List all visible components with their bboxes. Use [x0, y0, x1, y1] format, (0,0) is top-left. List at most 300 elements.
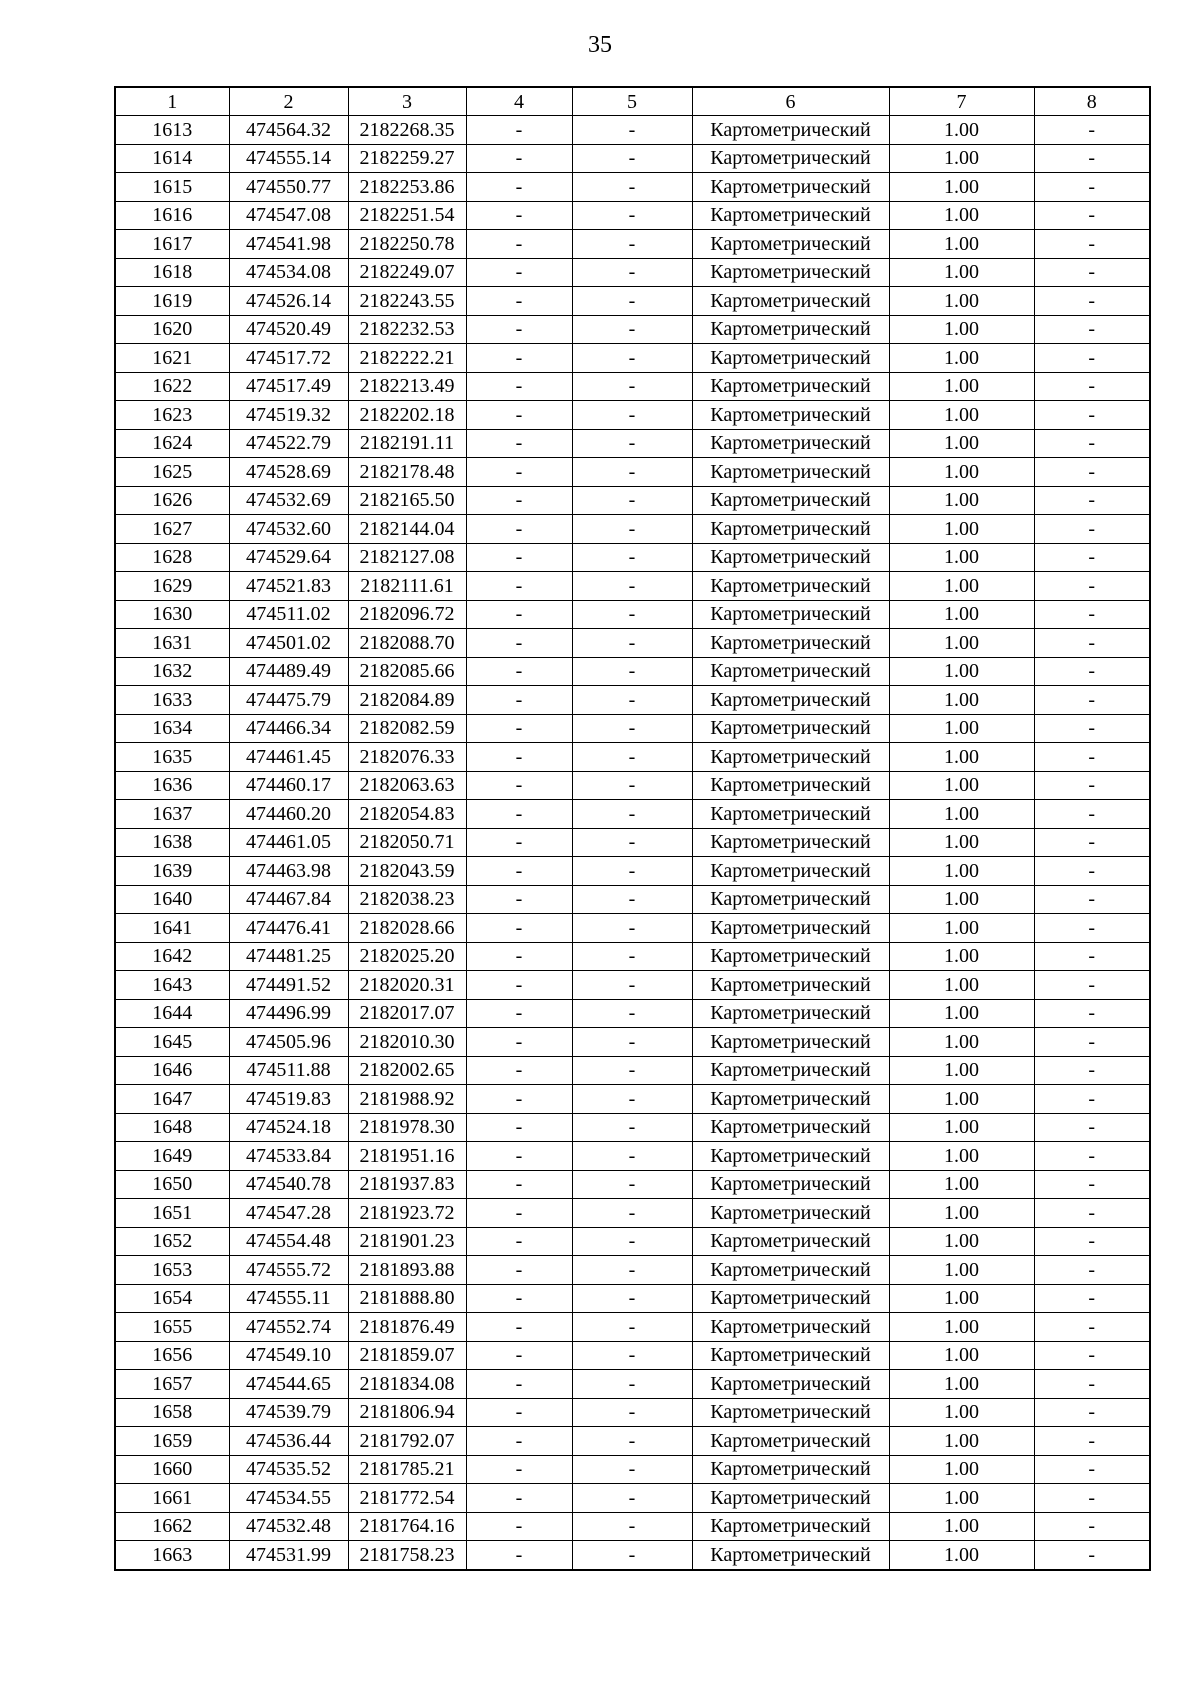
cell-y-coordinate: 2182251.54 [348, 201, 466, 230]
cell-col-4-value: - [466, 287, 572, 316]
cell-point-number: 1633 [115, 686, 229, 715]
cell-col-5-value: - [572, 1455, 692, 1484]
cell-x-coordinate: 474552.74 [229, 1313, 348, 1342]
cell-method: Картометрический [692, 315, 889, 344]
table-row [115, 344, 1150, 373]
cell-y-coordinate: 2182232.53 [348, 315, 466, 344]
cell-y-coordinate: 2181988.92 [348, 1085, 466, 1114]
cell-col-8-value: - [1034, 1512, 1150, 1541]
cell-col-4-value: - [466, 1341, 572, 1370]
cell-col-4-value: - [466, 486, 572, 515]
table-row [115, 1256, 1150, 1285]
cell-x-coordinate: 474540.78 [229, 1170, 348, 1199]
cell-accuracy: 1.00 [889, 230, 1034, 259]
cell-y-coordinate: 2182096.72 [348, 600, 466, 629]
table-row [115, 1512, 1150, 1541]
cell-method: Картометрический [692, 1113, 889, 1142]
cell-col-4-value: - [466, 258, 572, 287]
table-row [115, 572, 1150, 601]
cell-col-8-value: - [1034, 429, 1150, 458]
cell-col-8-value: - [1034, 1113, 1150, 1142]
cell-col-4-value: - [466, 771, 572, 800]
cell-method: Картометрический [692, 686, 889, 715]
table-row [115, 800, 1150, 829]
cell-x-coordinate: 474532.60 [229, 515, 348, 544]
cell-y-coordinate: 2182222.21 [348, 344, 466, 373]
cell-col-5-value: - [572, 657, 692, 686]
cell-y-coordinate: 2182054.83 [348, 800, 466, 829]
table-row [115, 1455, 1150, 1484]
cell-col-5-value: - [572, 1142, 692, 1171]
cell-x-coordinate: 474531.99 [229, 1541, 348, 1570]
cell-col-5-value: - [572, 800, 692, 829]
cell-y-coordinate: 2182088.70 [348, 629, 466, 658]
cell-col-8-value: - [1034, 1284, 1150, 1313]
cell-method: Картометрический [692, 629, 889, 658]
cell-accuracy: 1.00 [889, 258, 1034, 287]
cell-method: Картометрический [692, 714, 889, 743]
cell-col-4-value: - [466, 1170, 572, 1199]
cell-point-number: 1637 [115, 800, 229, 829]
cell-col-5-value: - [572, 885, 692, 914]
table-row [115, 116, 1150, 145]
cell-method: Картометрический [692, 1370, 889, 1399]
table-row [115, 1341, 1150, 1370]
cell-point-number: 1662 [115, 1512, 229, 1541]
coordinates-table [114, 86, 1151, 1571]
cell-method: Картометрический [692, 657, 889, 686]
cell-x-coordinate: 474521.83 [229, 572, 348, 601]
cell-accuracy: 1.00 [889, 657, 1034, 686]
cell-col-5-value: - [572, 1113, 692, 1142]
cell-method: Картометрический [692, 1284, 889, 1313]
cell-method: Картометрический [692, 1028, 889, 1057]
table-row [115, 999, 1150, 1028]
cell-accuracy: 1.00 [889, 743, 1034, 772]
cell-x-coordinate: 474461.05 [229, 828, 348, 857]
cell-col-8-value: - [1034, 942, 1150, 971]
cell-col-5-value: - [572, 743, 692, 772]
cell-x-coordinate: 474526.14 [229, 287, 348, 316]
cell-col-5-value: - [572, 344, 692, 373]
table-row [115, 1427, 1150, 1456]
cell-col-4-value: - [466, 942, 572, 971]
cell-x-coordinate: 474481.25 [229, 942, 348, 971]
cell-col-5-value: - [572, 230, 692, 259]
cell-col-4-value: - [466, 173, 572, 202]
cell-col-8-value: - [1034, 1170, 1150, 1199]
table-row [115, 714, 1150, 743]
cell-accuracy: 1.00 [889, 1284, 1034, 1313]
table-header-row [115, 87, 1150, 116]
cell-col-8-value: - [1034, 1085, 1150, 1114]
cell-y-coordinate: 2182084.89 [348, 686, 466, 715]
table-row [115, 1056, 1150, 1085]
cell-method: Картометрический [692, 543, 889, 572]
column-header-6: 6 [692, 87, 889, 116]
cell-col-4-value: - [466, 315, 572, 344]
cell-method: Картометрический [692, 885, 889, 914]
page-number: 35 [588, 32, 612, 58]
cell-col-5-value: - [572, 1170, 692, 1199]
cell-accuracy: 1.00 [889, 144, 1034, 173]
cell-col-8-value: - [1034, 771, 1150, 800]
cell-x-coordinate: 474522.79 [229, 429, 348, 458]
cell-col-8-value: - [1034, 1341, 1150, 1370]
cell-col-8-value: - [1034, 1056, 1150, 1085]
cell-col-5-value: - [572, 315, 692, 344]
cell-col-4-value: - [466, 1199, 572, 1228]
cell-accuracy: 1.00 [889, 999, 1034, 1028]
table-row [115, 230, 1150, 259]
cell-point-number: 1621 [115, 344, 229, 373]
cell-x-coordinate: 474460.17 [229, 771, 348, 800]
cell-col-8-value: - [1034, 1028, 1150, 1057]
cell-y-coordinate: 2181876.49 [348, 1313, 466, 1342]
cell-col-4-value: - [466, 657, 572, 686]
cell-y-coordinate: 2182063.63 [348, 771, 466, 800]
cell-point-number: 1623 [115, 401, 229, 430]
cell-x-coordinate: 474536.44 [229, 1427, 348, 1456]
cell-x-coordinate: 474466.34 [229, 714, 348, 743]
cell-col-4-value: - [466, 1484, 572, 1513]
cell-x-coordinate: 474532.48 [229, 1512, 348, 1541]
cell-col-8-value: - [1034, 600, 1150, 629]
cell-point-number: 1642 [115, 942, 229, 971]
cell-col-8-value: - [1034, 230, 1150, 259]
cell-x-coordinate: 474534.08 [229, 258, 348, 287]
cell-col-8-value: - [1034, 999, 1150, 1028]
cell-col-5-value: - [572, 543, 692, 572]
cell-col-5-value: - [572, 714, 692, 743]
cell-accuracy: 1.00 [889, 287, 1034, 316]
cell-col-8-value: - [1034, 1142, 1150, 1171]
table-row [115, 515, 1150, 544]
cell-y-coordinate: 2182165.50 [348, 486, 466, 515]
cell-col-4-value: - [466, 144, 572, 173]
cell-col-5-value: - [572, 942, 692, 971]
cell-method: Картометрический [692, 515, 889, 544]
cell-col-8-value: - [1034, 173, 1150, 202]
cell-point-number: 1654 [115, 1284, 229, 1313]
cell-y-coordinate: 2182127.08 [348, 543, 466, 572]
cell-point-number: 1631 [115, 629, 229, 658]
cell-x-coordinate: 474524.18 [229, 1113, 348, 1142]
cell-col-5-value: - [572, 1484, 692, 1513]
table-row [115, 828, 1150, 857]
cell-point-number: 1652 [115, 1227, 229, 1256]
cell-x-coordinate: 474496.99 [229, 999, 348, 1028]
cell-col-8-value: - [1034, 486, 1150, 515]
cell-col-8-value: - [1034, 515, 1150, 544]
cell-col-4-value: - [466, 543, 572, 572]
cell-accuracy: 1.00 [889, 771, 1034, 800]
cell-x-coordinate: 474547.28 [229, 1199, 348, 1228]
cell-col-5-value: - [572, 173, 692, 202]
cell-y-coordinate: 2182076.33 [348, 743, 466, 772]
cell-point-number: 1661 [115, 1484, 229, 1513]
cell-col-5-value: - [572, 686, 692, 715]
cell-col-5-value: - [572, 144, 692, 173]
cell-accuracy: 1.00 [889, 201, 1034, 230]
cell-accuracy: 1.00 [889, 1541, 1034, 1570]
cell-col-8-value: - [1034, 1227, 1150, 1256]
cell-method: Картометрический [692, 1142, 889, 1171]
cell-method: Картометрический [692, 1398, 889, 1427]
table-row [115, 857, 1150, 886]
table-row [115, 1227, 1150, 1256]
cell-accuracy: 1.00 [889, 1341, 1034, 1370]
cell-col-4-value: - [466, 1541, 572, 1570]
cell-y-coordinate: 2181764.16 [348, 1512, 466, 1541]
cell-col-4-value: - [466, 458, 572, 487]
cell-col-8-value: - [1034, 1455, 1150, 1484]
table-row [115, 1028, 1150, 1057]
cell-method: Картометрический [692, 401, 889, 430]
cell-point-number: 1645 [115, 1028, 229, 1057]
cell-y-coordinate: 2181893.88 [348, 1256, 466, 1285]
cell-col-5-value: - [572, 1085, 692, 1114]
cell-y-coordinate: 2181792.07 [348, 1427, 466, 1456]
cell-col-4-value: - [466, 999, 572, 1028]
cell-col-4-value: - [466, 714, 572, 743]
cell-x-coordinate: 474544.65 [229, 1370, 348, 1399]
cell-col-5-value: - [572, 1370, 692, 1399]
cell-col-5-value: - [572, 201, 692, 230]
cell-col-4-value: - [466, 1284, 572, 1313]
cell-col-4-value: - [466, 1455, 572, 1484]
cell-point-number: 1617 [115, 230, 229, 259]
cell-col-4-value: - [466, 1113, 572, 1142]
cell-x-coordinate: 474520.49 [229, 315, 348, 344]
cell-y-coordinate: 2182213.49 [348, 372, 466, 401]
cell-col-5-value: - [572, 1541, 692, 1570]
table-row [115, 1113, 1150, 1142]
cell-col-4-value: - [466, 116, 572, 145]
cell-col-8-value: - [1034, 344, 1150, 373]
column-header-1: 1 [115, 87, 229, 116]
cell-point-number: 1625 [115, 458, 229, 487]
cell-col-8-value: - [1034, 401, 1150, 430]
cell-y-coordinate: 2182002.65 [348, 1056, 466, 1085]
cell-method: Картометрический [692, 1170, 889, 1199]
cell-point-number: 1630 [115, 600, 229, 629]
table-row [115, 401, 1150, 430]
cell-y-coordinate: 2181758.23 [348, 1541, 466, 1570]
cell-col-4-value: - [466, 1085, 572, 1114]
cell-col-4-value: - [466, 800, 572, 829]
cell-col-5-value: - [572, 486, 692, 515]
cell-x-coordinate: 474505.96 [229, 1028, 348, 1057]
cell-point-number: 1635 [115, 743, 229, 772]
cell-y-coordinate: 2182017.07 [348, 999, 466, 1028]
cell-method: Картометрический [692, 914, 889, 943]
cell-x-coordinate: 474555.11 [229, 1284, 348, 1313]
cell-point-number: 1628 [115, 543, 229, 572]
cell-x-coordinate: 474519.83 [229, 1085, 348, 1114]
cell-col-8-value: - [1034, 1484, 1150, 1513]
cell-accuracy: 1.00 [889, 1028, 1034, 1057]
cell-point-number: 1660 [115, 1455, 229, 1484]
cell-point-number: 1619 [115, 287, 229, 316]
cell-accuracy: 1.00 [889, 800, 1034, 829]
cell-accuracy: 1.00 [889, 401, 1034, 430]
cell-accuracy: 1.00 [889, 1142, 1034, 1171]
cell-col-4-value: - [466, 1398, 572, 1427]
cell-col-8-value: - [1034, 914, 1150, 943]
cell-col-4-value: - [466, 344, 572, 373]
cell-x-coordinate: 474564.32 [229, 116, 348, 145]
cell-accuracy: 1.00 [889, 486, 1034, 515]
cell-col-5-value: - [572, 401, 692, 430]
cell-accuracy: 1.00 [889, 857, 1034, 886]
column-header-2: 2 [229, 87, 348, 116]
cell-col-8-value: - [1034, 315, 1150, 344]
cell-col-5-value: - [572, 258, 692, 287]
cell-accuracy: 1.00 [889, 315, 1034, 344]
cell-y-coordinate: 2182250.78 [348, 230, 466, 259]
cell-col-5-value: - [572, 1341, 692, 1370]
column-header-4: 4 [466, 87, 572, 116]
cell-y-coordinate: 2181901.23 [348, 1227, 466, 1256]
cell-x-coordinate: 474550.77 [229, 173, 348, 202]
cell-y-coordinate: 2182191.11 [348, 429, 466, 458]
cell-accuracy: 1.00 [889, 1256, 1034, 1285]
cell-col-8-value: - [1034, 714, 1150, 743]
cell-col-4-value: - [466, 572, 572, 601]
cell-col-8-value: - [1034, 800, 1150, 829]
cell-x-coordinate: 474554.48 [229, 1227, 348, 1256]
cell-x-coordinate: 474529.64 [229, 543, 348, 572]
cell-x-coordinate: 474476.41 [229, 914, 348, 943]
cell-point-number: 1659 [115, 1427, 229, 1456]
cell-col-8-value: - [1034, 572, 1150, 601]
cell-col-4-value: - [466, 600, 572, 629]
cell-point-number: 1646 [115, 1056, 229, 1085]
cell-point-number: 1648 [115, 1113, 229, 1142]
table-row [115, 771, 1150, 800]
cell-col-5-value: - [572, 1313, 692, 1342]
cell-col-8-value: - [1034, 657, 1150, 686]
cell-y-coordinate: 2181859.07 [348, 1341, 466, 1370]
table-row [115, 1398, 1150, 1427]
table-row [115, 600, 1150, 629]
cell-method: Картометрический [692, 971, 889, 1000]
cell-point-number: 1651 [115, 1199, 229, 1228]
cell-method: Картометрический [692, 942, 889, 971]
cell-col-8-value: - [1034, 1398, 1150, 1427]
cell-y-coordinate: 2182243.55 [348, 287, 466, 316]
cell-accuracy: 1.00 [889, 942, 1034, 971]
table-row [115, 743, 1150, 772]
cell-col-5-value: - [572, 999, 692, 1028]
cell-method: Картометрический [692, 857, 889, 886]
table-row [115, 1541, 1150, 1570]
cell-point-number: 1663 [115, 1541, 229, 1570]
table-row [115, 144, 1150, 173]
cell-col-4-value: - [466, 1256, 572, 1285]
cell-y-coordinate: 2181772.54 [348, 1484, 466, 1513]
cell-method: Картометрический [692, 828, 889, 857]
cell-col-8-value: - [1034, 144, 1150, 173]
cell-col-5-value: - [572, 1227, 692, 1256]
cell-col-5-value: - [572, 1284, 692, 1313]
cell-x-coordinate: 474501.02 [229, 629, 348, 658]
cell-accuracy: 1.00 [889, 914, 1034, 943]
cell-method: Картометрический [692, 572, 889, 601]
cell-col-8-value: - [1034, 1199, 1150, 1228]
table-row [115, 543, 1150, 572]
cell-method: Картометрический [692, 458, 889, 487]
cell-y-coordinate: 2182259.27 [348, 144, 466, 173]
table-row [115, 173, 1150, 202]
cell-method: Картометрический [692, 1427, 889, 1456]
table-row [115, 287, 1150, 316]
cell-method: Картометрический [692, 344, 889, 373]
cell-method: Картометрический [692, 600, 889, 629]
cell-accuracy: 1.00 [889, 1313, 1034, 1342]
cell-col-5-value: - [572, 1199, 692, 1228]
cell-accuracy: 1.00 [889, 1227, 1034, 1256]
cell-point-number: 1613 [115, 116, 229, 145]
cell-method: Картометрический [692, 771, 889, 800]
cell-col-5-value: - [572, 600, 692, 629]
cell-x-coordinate: 474532.69 [229, 486, 348, 515]
cell-x-coordinate: 474467.84 [229, 885, 348, 914]
cell-x-coordinate: 474547.08 [229, 201, 348, 230]
cell-col-8-value: - [1034, 971, 1150, 1000]
cell-accuracy: 1.00 [889, 885, 1034, 914]
cell-col-8-value: - [1034, 1427, 1150, 1456]
cell-y-coordinate: 2182111.61 [348, 572, 466, 601]
cell-col-5-value: - [572, 1427, 692, 1456]
cell-y-coordinate: 2182082.59 [348, 714, 466, 743]
cell-x-coordinate: 474460.20 [229, 800, 348, 829]
cell-col-4-value: - [466, 1056, 572, 1085]
cell-accuracy: 1.00 [889, 828, 1034, 857]
cell-method: Картометрический [692, 1455, 889, 1484]
cell-point-number: 1638 [115, 828, 229, 857]
cell-col-8-value: - [1034, 258, 1150, 287]
cell-point-number: 1655 [115, 1313, 229, 1342]
cell-y-coordinate: 2181785.21 [348, 1455, 466, 1484]
cell-col-5-value: - [572, 771, 692, 800]
cell-x-coordinate: 474555.72 [229, 1256, 348, 1285]
cell-accuracy: 1.00 [889, 686, 1034, 715]
cell-col-8-value: - [1034, 287, 1150, 316]
cell-col-5-value: - [572, 287, 692, 316]
cell-col-4-value: - [466, 372, 572, 401]
cell-accuracy: 1.00 [889, 1484, 1034, 1513]
cell-point-number: 1641 [115, 914, 229, 943]
cell-point-number: 1649 [115, 1142, 229, 1171]
cell-x-coordinate: 474539.79 [229, 1398, 348, 1427]
cell-col-4-value: - [466, 1313, 572, 1342]
cell-col-4-value: - [466, 1427, 572, 1456]
cell-col-5-value: - [572, 572, 692, 601]
cell-x-coordinate: 474511.02 [229, 600, 348, 629]
cell-method: Картометрический [692, 1484, 889, 1513]
cell-accuracy: 1.00 [889, 116, 1034, 145]
cell-col-8-value: - [1034, 1313, 1150, 1342]
cell-accuracy: 1.00 [889, 1085, 1034, 1114]
table-row [115, 372, 1150, 401]
cell-accuracy: 1.00 [889, 1056, 1034, 1085]
cell-y-coordinate: 2182028.66 [348, 914, 466, 943]
table-row [115, 1484, 1150, 1513]
cell-col-4-value: - [466, 971, 572, 1000]
cell-y-coordinate: 2182010.30 [348, 1028, 466, 1057]
